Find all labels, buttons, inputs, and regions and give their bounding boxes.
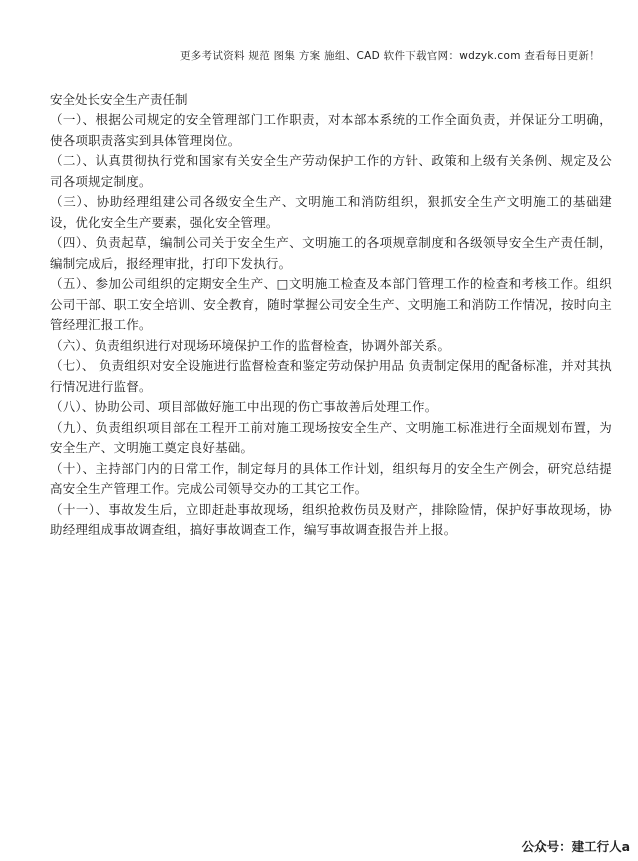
- footer-watermark: 公众号：建工行人a: [521, 839, 630, 854]
- paragraph-11: （十一）、事故发生后，立即赶赴事故现场，组织抢救伤员及财产，排除险情，保护好事故现场，协助经理组成事故调查组，搞好事故调查工作，编写事故调查报告并上报。: [50, 501, 612, 537]
- document-body: [50, 90, 612, 541]
- paragraph-4: （四）、负责起草，编制公司关于安全生产、文明施工的各项规章制度和各级领导安全生产责任制，编制完成后，报经理审批，打印下发执行。: [50, 235, 612, 271]
- paragraph-3: （三）、协助经理组建公司各级安全生产、文明施工和消防组织，狠抓安全生产文明施工的基础建设，优化安全生产要素，强化安全管理。: [50, 194, 612, 230]
- paragraph-5: （五）、参加公司组织的定期安全生产、□文明施工检查及本部门管理工作的检查和考核工作。组织公司干部、职工安全培训、安全教育，随时掌握公司安全生产、文明施工和消防工作情况，按时向主管经理汇报工作。: [50, 276, 612, 332]
- document-title: 安全处长安全生产责任制: [50, 92, 188, 107]
- paragraph-1: （一）、根据公司规定的安全管理部门工作职责，对本部本系统的工作全面负责，并保证分工明确，使各项职责落实到具体管理岗位。: [50, 112, 612, 148]
- paragraph-10: （十）、主持部门内的日常工作，制定每月的具体工作计划，组织每月的安全生产例会，研究总结提高安全生产管理工作。完成公司领导交办的工其它工作。: [50, 460, 612, 496]
- paragraph-2: （二）、认真贯彻执行党和国家有关安全生产劳动保护工作的方针、政策和上级有关条例、规定及公司各项规定制度。: [50, 153, 612, 189]
- paragraph-8: （八）、协助公司、项目部做好施工中出现的伤亡事故善后处理工作。: [50, 399, 438, 414]
- paragraph-6: （六）、负责组织进行对现场环境保护工作的监督检查，协调外部关系。: [50, 337, 451, 353]
- paragraph-7: （七）、 负责组织对安全设施进行监督检查和鉴定劳动保护用品 负责制定保用的配备标准，并对其执行情况进行监督。: [50, 358, 612, 394]
- paragraph-9: （九）、负责组织项目部在工程开工前对施工现场按安全生产、文明施工标准进行全面规划布置，为安全生产、文明施工奠定良好基础。: [50, 419, 612, 455]
- header-banner: 更多考试资料 规范 图集 方案 施组、CAD 软件下载官网：wdzyk.com 查看每日更新！: [179, 50, 600, 62]
